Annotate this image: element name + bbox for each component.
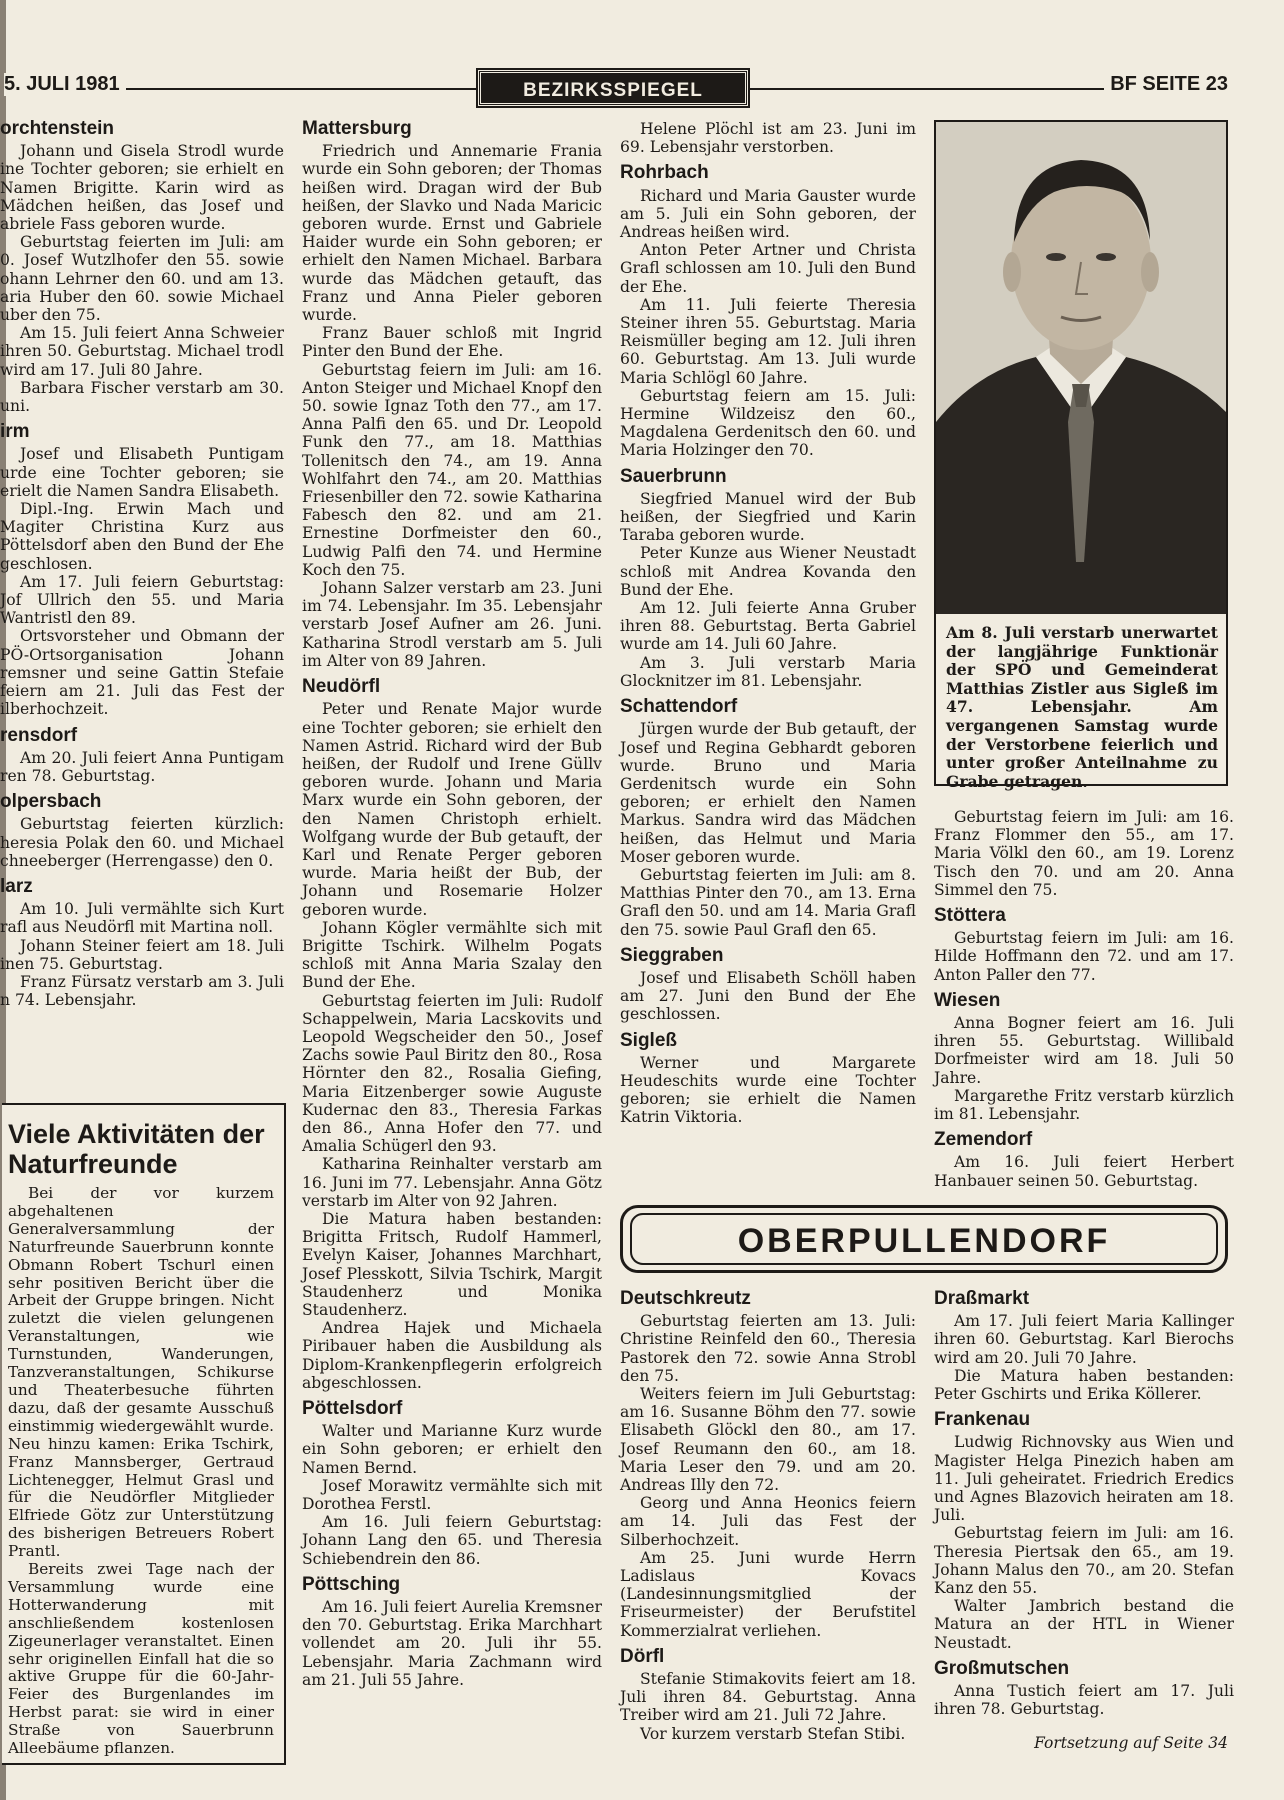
locality-heading: Pöttelsdorf [302, 1398, 403, 1420]
news-paragraph: Stefanie Stimakovits feiert am 18. Juli ihren 84. Geburtstag. Anna Treiber wird am 21. Juli 72 Jahre. [620, 1670, 916, 1725]
news-paragraph: Am 3. Juli verstarb Maria Glocknitzer im 81. Lebensjahr. [620, 653, 916, 690]
news-paragraph: Katharina Reinhalter verstarb am 16. Juni im 77. Lebensjahr. Anna Götz verstarb im Alter von 92 Jahren. [302, 1155, 602, 1210]
news-paragraph: Am 16. Juli feiern Geburtstag: Johann Lang den 65. und Theresia Schiebendrein den 86. [302, 1513, 602, 1568]
column-6 [934, 1290, 1234, 1770]
locality-heading: Rohrbach [620, 162, 709, 184]
news-paragraph: Walter Jambrich bestand die Matura an der HTL in Wiener Neustadt. [934, 1597, 1234, 1652]
news-paragraph: Anton Peter Artner und Christa Grafl schlossen am 10. Juli den Bund der Ehe. [620, 241, 916, 296]
news-paragraph: Andrea Hajek und Michaela Piribauer haben die Ausbildung als Diplom-Krankenpflegerin erfolgreich abgeschlossen. [302, 1319, 602, 1392]
column-3 [620, 120, 916, 1180]
news-paragraph: Richard und Maria Gauster wurde am 5. Juli ein Sohn geboren, der Andreas heißen wird. [620, 186, 916, 242]
news-paragraph: Geburtstag feiern im Juli: am 16. Theresia Piertsak den 65., am 19. Johann Malus den 70., am 20. Stefan Kanz den 55. [934, 1524, 1234, 1598]
news-paragraph: Margarethe Fritz verstarb kürzlich im 81. Lebensjahr. [934, 1086, 1234, 1124]
news-paragraph: Geburtstag feiern im Juli: am 16. Anton Steiger und Michael Knopf den 50. sowie Ignaz Toth den 77., am 17. Anna Palfi den 65. und Dr. Leopold Funk den 77., am 18. Matthias Tollenitsch den 74., am 19. Anna Wohlfahrt den 74., am 20. Matthias Friesenbiller den 72. sowie Katharina Fabesch den 82. und am 21. Ernestine Dorfmeister den 60., Ludwig Palfi den 74. und Hermine Koch den 75. [302, 360, 602, 579]
locality-heading: Draßmarkt [934, 1288, 1030, 1309]
news-paragraph: Ludwig Richnovsky aus Wien und Magister Helga Pinezich haben am 11. Juli geheiratet. Friedrich Eredics und Agnes Blazovich heiraten am 18. Juli. [934, 1433, 1234, 1525]
region-banner [620, 1205, 1228, 1273]
locality-heading: Pöttsching [302, 1573, 401, 1595]
news-paragraph: Vor kurzem verstarb Stefan Stibi. [640, 1724, 906, 1743]
news-paragraph: Johann Steiner feiert am 18. Juli inen 75. Geburtstag. [0, 936, 284, 973]
news-paragraph: Johann und Gisela Strodl wurde ine Tochter geboren; sie erhielt en Namen Brigitte. Karin wird as Mädchen heißen, das Josef und abriele Fass geboren wurde. [0, 142, 284, 234]
news-paragraph: Die Matura haben bestanden: Peter Gschirts und Erika Köllerer. [934, 1366, 1234, 1404]
news-paragraph: Peter und Renate Major wurde eine Tochter geboren; sie erhielt den Namen Astrid. Richard wird der Bub heißen, der Rudolf und Irene Güllv geboren wurde. Johann und Maria Marx wurde ein Sohn geboren, der den Namen Christoph erhielt. Wolfgang wurde der Bub getauft, der Karl und Renate Perger geboren wurde. Maria heißt der Bub, der Johann und Rosemarie Holzer geboren wurde. [302, 700, 602, 919]
locality-heading: Dörfl [620, 1645, 665, 1667]
news-paragraph: Weiters feiern im Juli Geburtstag: am 16. Susanne Böhm den 77. sowie Elisabeth Glöckl den 80., am 17. Josef Reumann den 60., am 18. Maria Leser den 79. und am 20. Andreas Illy den 72. [620, 1385, 916, 1495]
news-paragraph: Josef und Elisabeth Puntigam urde eine Tochter geboren; sie erielt die Namen Sandra Elisabeth. [0, 445, 284, 500]
feature-body [8, 1185, 274, 1758]
locality-heading: Wiesen [934, 989, 1001, 1011]
locality-heading: Sieggraben [620, 944, 724, 966]
column-1 [0, 120, 284, 1075]
region-banner-inner-border [630, 1213, 1218, 1265]
news-paragraph: Johann Salzer verstarb am 23. Juni im 74. Lebensjahr. Im 35. Lebensjahr verstarb Josef Aufner am 26. Juni. Katharina Strodl verstarb am 5. Juli im Alter von 89 Jahren. [302, 579, 602, 670]
locality-heading: rensdorf [0, 724, 78, 746]
locality-heading: Deutschkreutz [620, 1288, 751, 1309]
feature-paragraph: Bereits zwei Tage nach der Versammlung wurde eine Hotterwanderung mit anschließendem kostenlosen Zigeunerlager veranstaltet. Einen sehr originellen Einfall hat die so aktive Gruppe für die 60-Jahr-Feier des Burgenlandes im Herbst parat: sie wird in einer Straße von Sauerbrunn Alleebäume pflanzen. [8, 1560, 274, 1758]
news-paragraph: Am 20. Juli feiert Anna Puntigam ren 78. Geburtstag. [0, 748, 284, 785]
news-paragraph: Am 15. Juli feiert Anna Schweier ihren 50. Geburtstag. Michael trodl wird am 17. Juli 80 Jahre. [0, 324, 284, 379]
issue-date: 5. JULI 1981 [4, 73, 126, 96]
news-paragraph: Geburtstag feierten am 13. Juli: Christine Reinfeld den 60., Theresia Pastorek den 72. sowie Anna Strobl den 75. [620, 1312, 916, 1385]
news-paragraph: Am 12. Juli feierte Anna Gruber ihren 88. Geburtstag. Berta Gabriel wurde am 14. Juli 60 Jahre. [620, 599, 916, 654]
news-paragraph: Anna Bogner feiert am 16. Juli ihren 55. Geburtstag. Willibald Dorfmeister wird am 18. Juli 50 Jahre. [934, 1014, 1234, 1087]
locality-heading: Sauerbrunn [620, 465, 727, 487]
news-paragraph: Dipl.-Ing. Erwin Mach und Magiter Christina Kurz aus Pöttelsdorf aben den Bund der Ehe geschlosen. [0, 500, 284, 573]
feature-article-box [2, 1103, 286, 1765]
news-paragraph: Am 25. Juni wurde Herrn Ladislaus Kovacs (Landesinnungsmitglied der Friseurmeister) der Berufstitel Kommerzialrat verliehen. [620, 1548, 916, 1640]
news-paragraph: Siegfried Manuel wird der Bub heißen, der Siegfried und Karin Taraba geboren wurde. [620, 489, 916, 545]
news-paragraph: Anna Tustich feiert am 17. Juli ihren 78. Geburtstag. [934, 1682, 1234, 1719]
news-paragraph: Geburtstag feierten im Juli: Rudolf Schappelwein, Maria Lacskovits und Leopold Wegscheider den 50., Josef Zachs sowie Paul Biritz den 80., Rosa Hörnter den 82., Rosalia Giefing, Maria Eitzenberger sowie Auguste Kudernac den 83., Theresia Farkas den 86., Anna Hofer den 77. und Amalia Schügerl den 93. [302, 991, 602, 1156]
news-paragraph: Am 16. Juli feiert Aurelia Kremsner den 70. Geburtstag. Erika Marchhart vollendet am 20. Juli ihr 55. Lebensjahr. Maria Zachmann wird am 21. Juli 55 Jahre. [302, 1598, 602, 1689]
news-paragraph: Friedrich und Annemarie Frania wurde ein Sohn geboren; der Thomas heißen wird. Dragan wird der Bub heißen, der Slavko und Nada Maricic geboren wurde. Ernst und Gabriele Haider wurde ein Sohn geboren; er erhielt den Namen Michael. Barbara wurde das Mädchen getauft, das Franz und Anna Pieler geboren wurde. [302, 142, 602, 325]
locality-heading: Sigleß [620, 1029, 678, 1051]
news-paragraph: Josef und Elisabeth Schöll haben am 27. Juni den Bund der Ehe geschlossen. [620, 968, 916, 1024]
news-paragraph: Franz Fürsatz verstarb am 3. Juli n 74. Lebensjahr. [0, 972, 284, 1010]
news-paragraph: Jürgen wurde der Bub getauft, der Josef und Regina Gebhardt geboren wurde. Bruno und Maria Gerdenitsch wurde ein Sohn geboren; er erhielt den Namen Markus. Sandra wird das Mädchen heißen, das Helmut und Maria Moser geboren wurde. [620, 720, 916, 866]
lead-paragraph: Geburtstag feiern im Juli: am 16. Franz Flommer den 55., am 17. Maria Völkl den 60., am 19. Lorenz Tisch den 70. und am 20. Anna Simmel den 75. [934, 808, 1234, 899]
column-2 [302, 120, 602, 1760]
locality-heading: Schattendorf [620, 696, 738, 718]
locality-heading: Neudörfl [302, 676, 381, 698]
locality-heading: orchtenstein [0, 118, 115, 139]
feature-headline: Viele Aktivitäten der Naturfreunde [8, 1119, 265, 1179]
section-title: BEZIRKSSPIEGEL [478, 70, 748, 106]
news-paragraph: Am 16. Juli feiert Herbert Hanbauer seinen 50. Geburtstag. [934, 1153, 1234, 1190]
locality-heading: olpersbach [0, 791, 102, 813]
locality-heading: Frankenau [934, 1409, 1031, 1431]
page-number: BF SEITE 23 [1104, 73, 1228, 96]
locality-heading: irm [0, 421, 30, 443]
news-paragraph: Werner und Margarete Heudeschits wurde eine Tochter geboren; sie erhielt die Namen Katrin Viktoria. [620, 1053, 916, 1127]
news-paragraph: Am 11. Juli feierte Theresia Steiner ihren 55. Geburtstag. Maria Reismüller beging am 12. Juli ihren 60. Geburtstag. Am 13. Juli wurde Maria Schlögl 60 Jahre. [620, 295, 916, 387]
news-paragraph: Johann Kögler vermählte sich mit Brigitte Tschirk. Wilhelm Pogats schloß mit Anna Maria Szalay den Bund der Ehe. [302, 918, 602, 992]
news-paragraph: Franz Bauer schloß mit Ingrid Pinter den Bund der Ehe. [302, 324, 602, 361]
continuation-note: Fortsetzung auf Seite 34 [1034, 1734, 1228, 1752]
column-5 [620, 1290, 916, 1770]
news-paragraph: Georg und Anna Heonics feiern am 14. Juli das Fest der Silberhochzeit. [620, 1494, 916, 1549]
news-paragraph: Am 17. Juli feiert Maria Kallinger ihren 60. Geburtstag. Karl Bierochs wird am 20. Juli 70 Jahre. [934, 1312, 1234, 1367]
news-paragraph: Am 10. Juli vermählte sich Kurt rafl aus Neudörfl mit Martina noll. [0, 900, 284, 937]
news-paragraph: Peter Kunze aus Wiener Neustadt schloß mit Andrea Kovanda den Bund der Ehe. [620, 544, 916, 599]
locality-heading: Mattersburg [302, 118, 412, 139]
region-name: OBERPULLENDORF [737, 1222, 1111, 1260]
news-paragraph: Ortsvorsteher und Obmann der PÖ-Ortsorganisation Johann remsner und seine Gattin Stefaie feiern am 21. Juli das Fest der ilberhochzeit. [0, 627, 284, 719]
news-paragraph: Geburtstag feierten im Juli: am 8. Matthias Pinter den 70., am 13. Erna Grafl den 50. und am 14. Maria Grafl den 75. sowie Paul Grafl den 65. [620, 865, 916, 939]
news-paragraph: Walter und Marianne Kurz wurde ein Sohn geboren; er erhielt den Namen Bernd. [302, 1422, 602, 1477]
news-paragraph: Geburtstag feierten im Juli: am 0. Josef Wutzlhofer den 55. sowie ohann Lehrner den 60. und am 13. aria Huber den 60. sowie Michael uber den 75. [0, 233, 284, 325]
news-paragraph: Geburtstag feiern am 15. Juli: Hermine Wildzeisz den 60., Magdalena Gerdenitsch den 60. und Maria Holzinger den 70. [620, 386, 916, 460]
locality-heading: Zemendorf [934, 1129, 1033, 1151]
locality-heading: Großmutschen [934, 1657, 1070, 1679]
lead-paragraph: Helene Plöchl ist am 23. Juni im 69. Lebensjahr verstorben. [620, 120, 916, 157]
column-4 [934, 808, 1234, 1190]
news-paragraph: Geburtstag feiern im Juli: am 16. Hilde Hoffmann den 72. und am 17. Anton Paller den 77. [934, 929, 1234, 984]
news-paragraph: Die Matura haben bestanden: Brigitta Fritsch, Rudolf Hammerl, Evelyn Kaiser, Johannes Marchhart, Josef Plesskott, Silvia Tschirk, Margit Staudenherz und Monika Staudenherz. [302, 1209, 602, 1319]
news-paragraph: Geburtstag feierten kürzlich: heresia Polak den 60. und Michael chneeberger (Herrengasse) den 0. [0, 815, 284, 870]
obituary-photo-frame [934, 120, 1228, 791]
news-paragraph: Barbara Fischer verstarb am 30. uni. [0, 378, 284, 416]
news-paragraph: Josef Morawitz vermählte sich mit Dorothea Ferstl. [302, 1476, 602, 1514]
news-paragraph: Am 17. Juli feiern Geburtstag: Jof Ullrich den 55. und Maria Wantristl den 89. [0, 572, 284, 628]
photo-caption: Am 8. Juli verstarb unerwartet der langjährige Funktionär der SPÖ und Gemeinderat Matthias Zistler aus Sigleß im 47. Lebensjahr. Am vergangenen Samstag wurde der Verstorbene feierlich und unter großer Anteilnahme zu Grabe getragen. [946, 623, 1218, 791]
locality-heading: Stöttera [934, 905, 1006, 927]
portrait-photo [936, 122, 1226, 614]
locality-heading: larz [0, 875, 33, 897]
feature-paragraph: Bei der vor kurzem abgehaltenen Generalversammlung der Naturfreunde Sauerbrunn konnte Obmann Robert Tschurl einen sehr positiven Bericht über die Arbeit der Gruppe bringen. Nicht zuletzt die vielen gelungenen Veranstaltungen, wie Turnstunden, Wanderungen, Tanzveranstaltungen, Schikurse und Theaterbesuche führten dazu, daß der gesamte Ausschuß einstimmig wiedergewählt wurde. Neu hinzu kamen: Erika Tschirk, Franz Mannsberger, Gertraud Lichtenegger, Helmut Grasl und für die Neudörfler Mitglieder Elfriede Götz zur Unterstützung des bisherigen Betreuers Robert Prantl. [8, 1184, 274, 1561]
